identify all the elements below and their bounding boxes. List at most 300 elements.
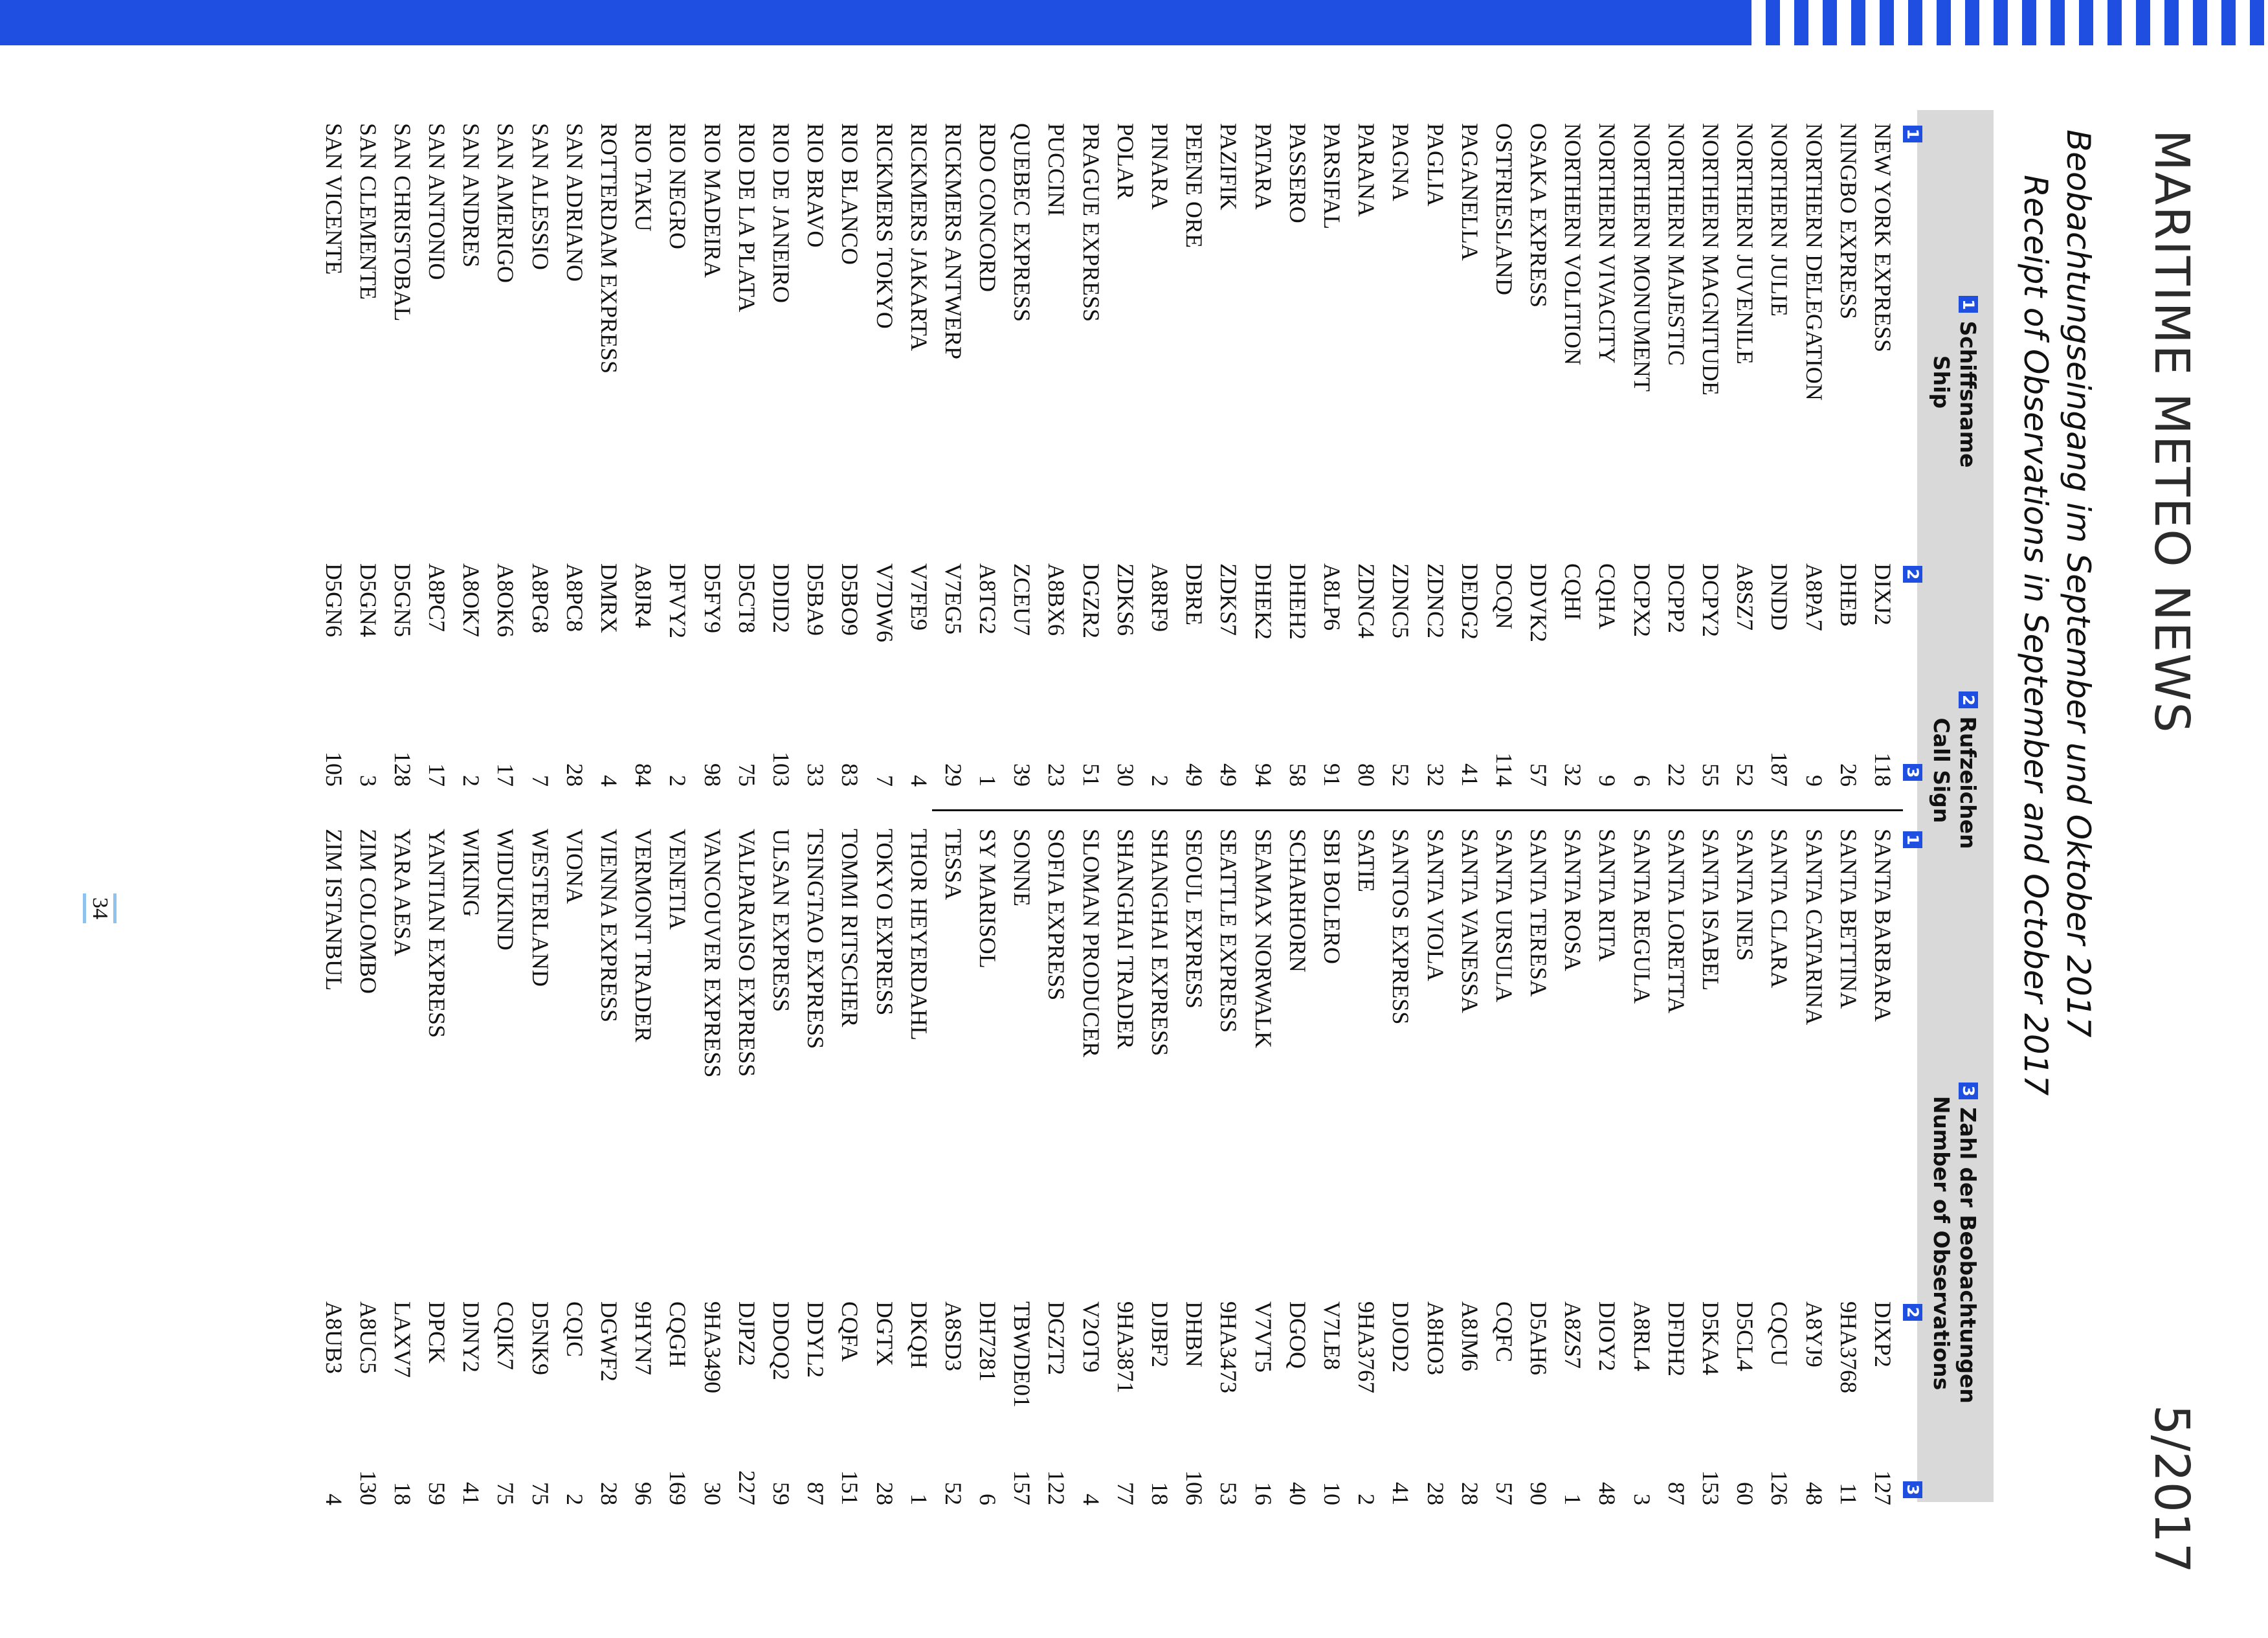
ship-column-right [316, 829, 1900, 1077]
call-sign-cell: DHEH2 [1284, 563, 1311, 640]
ship-name-cell: SANTA ROSA [1560, 829, 1586, 972]
column-number-badge: 1 [1959, 296, 1978, 313]
ship-name-cell: RIO BLANCO [837, 123, 863, 265]
ship-name-cell: RICKMERS ANTWERP [940, 123, 966, 360]
column-badge-callsign-right: 2 [1903, 1304, 1922, 1321]
call-sign-cell: A8TG2 [975, 563, 1001, 634]
observation-count-cell: 22 [1663, 763, 1689, 787]
ship-name-cell: PAGLIA [1422, 123, 1449, 207]
observations-column-left [316, 712, 1900, 787]
ship-name-cell: SANTA URSULA [1491, 829, 1517, 1003]
observation-count-cell: 32 [1560, 763, 1586, 787]
observation-count-cell: 151 [837, 1470, 863, 1505]
call-sign-cell: V2OT9 [1078, 1301, 1104, 1373]
ship-name-cell: VIONA [561, 829, 588, 904]
ship-name-cell: PASSERO [1284, 123, 1311, 223]
column-header-ship [1921, 175, 1988, 589]
ship-name-cell: NEW YORK EXPRESS [1870, 123, 1896, 353]
call-sign-cell: DCPX2 [1629, 563, 1655, 638]
observation-count-cell: 60 [1732, 1482, 1759, 1505]
ship-name-cell: RIO MADEIRA [699, 123, 726, 278]
observation-count-cell: 128 [389, 752, 416, 787]
column-header-ship-en: Ship [1929, 355, 1954, 409]
call-sign-cell: DFVY2 [665, 563, 691, 639]
observation-count-cell: 96 [630, 1482, 657, 1505]
call-sign-cell: A8OK7 [458, 563, 485, 637]
observation-count-cell: 23 [1043, 763, 1070, 787]
observation-count-cell: 169 [665, 1470, 691, 1505]
ship-name-cell: SAN ANDRES [458, 123, 485, 268]
observations-column-right [316, 1431, 1900, 1505]
ship-name-cell: SANTA INES [1732, 829, 1759, 961]
call-sign-cell: DJBF2 [1147, 1301, 1173, 1368]
column-divider [932, 809, 1903, 811]
observation-count-cell: 28 [871, 1482, 898, 1505]
call-sign-cell: CQIK7 [493, 1301, 519, 1370]
call-sign-cell: A8YJ9 [1801, 1301, 1827, 1368]
call-sign-cell: DJNY2 [458, 1301, 485, 1373]
call-sign-cell: DHEB [1835, 563, 1862, 627]
observation-count-cell: 16 [1250, 1482, 1276, 1505]
observation-count-cell: 4 [906, 775, 932, 787]
call-sign-cell: A8HO3 [1422, 1301, 1449, 1375]
call-sign-cell: D5CT8 [733, 563, 760, 633]
call-sign-cell: CQGH [665, 1301, 691, 1368]
column-header-callsign-en: Call Sign [1929, 717, 1954, 824]
ship-name-cell: SANTA RITA [1594, 829, 1621, 962]
call-sign-cell: D5AH6 [1526, 1301, 1552, 1375]
observation-count-cell: 28 [1422, 1482, 1449, 1505]
ship-name-cell: SAN CHRISTOBAL [389, 123, 416, 322]
ship-name-cell: OSAKA EXPRESS [1526, 123, 1552, 308]
ship-name-cell: SAN AMERIGO [493, 123, 519, 284]
observation-count-cell: 98 [699, 763, 726, 787]
call-sign-cell: V7FE9 [906, 563, 932, 631]
ship-name-cell: SANTA VANESSA [1456, 829, 1483, 1013]
observation-count-cell: 157 [1009, 1470, 1036, 1505]
call-sign-cell: A8BX6 [1043, 563, 1070, 636]
rotated-page [71, 110, 2207, 1599]
observation-count-cell: 28 [561, 763, 588, 787]
observation-count-cell: 17 [493, 763, 519, 787]
observation-count-cell: 77 [1112, 1482, 1139, 1505]
call-sign-cell: DHEK2 [1250, 563, 1276, 640]
ship-name-cell: SANTOS EXPRESS [1388, 829, 1414, 1025]
call-sign-cell: DGTX [871, 1301, 898, 1366]
observation-count-cell: 122 [1043, 1470, 1070, 1505]
ship-name-cell: VANCOUVER EXPRESS [699, 829, 726, 1078]
call-sign-cell: D5BA9 [803, 563, 829, 636]
observation-count-cell: 26 [1835, 763, 1862, 787]
observation-count-cell: 2 [458, 775, 485, 787]
observation-count-cell: 49 [1181, 763, 1208, 787]
call-sign-cell: V7DW6 [871, 563, 898, 642]
observation-count-cell: 17 [424, 763, 450, 787]
column-header-callsign-de: Rufzeichen [1955, 716, 1981, 849]
call-sign-cell: D5KA4 [1698, 1301, 1724, 1375]
ship-name-cell: SCHARHORN [1284, 829, 1311, 973]
observation-count-cell: 40 [1284, 1482, 1311, 1505]
column-badge-ship-left: 1 [1903, 126, 1922, 142]
ship-name-cell: NORTHERN JUVENILE [1732, 123, 1759, 365]
ship-name-cell: NORTHERN MAGNITUDE [1698, 123, 1724, 396]
subtitle-german: Beobachtungseingang im September und Oktober 2017 [2060, 129, 2097, 1038]
observation-count-cell: 28 [1456, 1482, 1483, 1505]
call-sign-cell: A8OK6 [493, 563, 519, 637]
observation-count-cell: 30 [699, 1482, 726, 1505]
ship-name-cell: SBI BOLERO [1319, 829, 1345, 965]
call-sign-cell: CQFC [1491, 1301, 1517, 1363]
call-sign-cell: 9HA3768 [1835, 1301, 1862, 1393]
observation-count-cell: 28 [596, 1482, 623, 1505]
observation-count-cell: 6 [1629, 775, 1655, 787]
observation-count-cell: 52 [1732, 763, 1759, 787]
callsign-column-right [316, 1301, 1900, 1408]
ship-name-cell: VENETIA [665, 829, 691, 930]
ship-name-cell: RIO TAKU [630, 123, 657, 232]
call-sign-cell: DGWF2 [596, 1301, 623, 1382]
call-sign-cell: A8ZS7 [1560, 1301, 1586, 1369]
observation-count-cell: 187 [1766, 752, 1793, 787]
call-sign-cell: ZDKS6 [1112, 563, 1139, 636]
observation-count-cell: 41 [458, 1482, 485, 1505]
ship-name-cell: SANTA CLARA [1766, 829, 1793, 989]
ship-name-cell: RIO DE JANEIRO [768, 123, 794, 303]
observation-count-cell: 106 [1181, 1470, 1208, 1505]
ship-name-cell: SLOMAN PRODUCER [1078, 829, 1104, 1058]
ship-name-cell: PAZIFIK [1216, 123, 1242, 210]
ship-name-cell: RIO DE LA PLATA [733, 123, 760, 313]
call-sign-cell: DCPY2 [1698, 563, 1724, 638]
call-sign-cell: A8PC8 [561, 563, 588, 633]
call-sign-cell: D5GN4 [355, 563, 381, 637]
call-sign-cell: A8PG8 [527, 563, 553, 634]
call-sign-cell: ZDKS7 [1216, 563, 1242, 636]
observation-count-cell: 57 [1491, 1482, 1517, 1505]
observation-count-cell: 39 [1009, 763, 1036, 787]
call-sign-cell: A8JM6 [1456, 1301, 1483, 1372]
observation-count-cell: 52 [1388, 763, 1414, 787]
call-sign-cell: DNDD [1766, 563, 1793, 631]
ship-name-cell: PAGANELLA [1456, 123, 1483, 261]
call-sign-cell: DIXP2 [1870, 1301, 1896, 1368]
call-sign-cell: ZDNC5 [1388, 563, 1414, 638]
call-sign-cell: DCQN [1491, 563, 1517, 630]
observation-count-cell: 41 [1388, 1482, 1414, 1505]
call-sign-cell: ZCEU7 [1009, 563, 1036, 636]
call-sign-cell: DGZR2 [1078, 563, 1104, 638]
column-number-badge: 2 [1959, 691, 1978, 708]
call-sign-cell: LAXV7 [389, 1301, 416, 1378]
column-badge-obs-right: 3 [1903, 1481, 1922, 1498]
observation-count-cell: 51 [1078, 763, 1104, 787]
call-sign-cell: D5GN5 [389, 563, 416, 637]
observation-count-cell: 2 [1147, 775, 1173, 787]
call-sign-cell: DMRX [596, 563, 623, 634]
column-number-badge: 3 [1959, 1083, 1978, 1099]
observation-count-cell: 48 [1801, 1482, 1827, 1505]
call-sign-cell: DJPZ2 [733, 1301, 760, 1367]
ship-name-cell: RICKMERS JAKARTA [906, 123, 932, 352]
observation-count-cell: 4 [320, 1494, 347, 1505]
call-sign-cell: DGOQ [1284, 1301, 1311, 1369]
observation-count-cell: 58 [1284, 763, 1311, 787]
ship-name-cell: NORTHERN MONUMENT [1629, 123, 1655, 392]
ship-name-cell: YARA AESA [389, 829, 416, 957]
observation-count-cell: 59 [424, 1482, 450, 1505]
call-sign-cell: DPCK [424, 1301, 450, 1364]
call-sign-cell: A8SZ7 [1732, 563, 1759, 631]
ship-name-cell: NORTHERN DELEGATION [1801, 123, 1827, 401]
observation-count-cell: 3 [1629, 1494, 1655, 1505]
observation-count-cell: 103 [768, 752, 794, 787]
ship-name-cell: PARANA [1353, 123, 1380, 217]
ship-name-cell: SEAMAX NORWALK [1250, 829, 1276, 1049]
ship-name-cell: SANTA BARBARA [1870, 829, 1896, 1022]
ship-name-cell: PUCCINI [1043, 123, 1070, 217]
ship-name-cell: VALPARAISO EXPRESS [733, 829, 760, 1077]
column-header-observations-de: Zahl der Beobachtungen [1955, 1107, 1981, 1404]
call-sign-cell: DEDG2 [1456, 563, 1483, 640]
ship-name-cell: SOFIA EXPRESS [1043, 829, 1070, 1001]
observation-count-cell: 87 [803, 1482, 829, 1505]
call-sign-cell: V7VT5 [1250, 1301, 1276, 1373]
call-sign-cell: 9HA3473 [1216, 1301, 1242, 1393]
call-sign-cell: A8UC5 [355, 1301, 381, 1374]
observation-count-cell: 48 [1594, 1482, 1621, 1505]
observation-count-cell: 4 [1078, 1494, 1104, 1505]
observation-count-cell: 105 [320, 752, 347, 787]
call-sign-cell: D5BO9 [837, 563, 863, 636]
observation-count-cell: 41 [1456, 763, 1483, 787]
call-sign-cell: A8RL4 [1629, 1301, 1655, 1371]
observation-count-cell: 18 [1147, 1482, 1173, 1505]
ship-name-cell: VERMONT TRADER [630, 829, 657, 1042]
observation-count-cell: 10 [1319, 1482, 1345, 1505]
ship-name-cell: WIDUKIND [493, 829, 519, 950]
call-sign-cell: DIOY2 [1594, 1301, 1621, 1371]
observation-count-cell: 49 [1216, 763, 1242, 787]
column-header-observations-en: Number of Observations [1929, 1095, 1954, 1391]
call-sign-cell: A8UB3 [320, 1301, 347, 1374]
ship-name-cell: SANTA ISABEL [1698, 829, 1724, 991]
call-sign-cell: DGZT2 [1043, 1301, 1070, 1375]
call-sign-cell: 9HYN7 [630, 1301, 657, 1375]
ship-name-cell: SANTA CATARINA [1801, 829, 1827, 1026]
call-sign-cell: CQFA [837, 1301, 863, 1362]
ship-name-cell: PEENE ORE [1181, 123, 1208, 248]
call-sign-cell: A8PC7 [424, 563, 450, 633]
observation-count-cell: 2 [1353, 1494, 1380, 1505]
ship-name-cell: ZIM ISTANBUL [320, 829, 347, 991]
observation-count-cell: 4 [596, 775, 623, 787]
ship-name-cell: SHANGHAI TRADER [1112, 829, 1139, 1049]
ship-column-left [316, 123, 1900, 401]
ship-name-cell: TSINGTAO EXPRESS [803, 829, 829, 1049]
call-sign-cell: DDID2 [768, 563, 794, 633]
ship-name-cell: SAN VICENTE [320, 123, 347, 275]
ship-name-cell: RICKMERS TOKYO [871, 123, 898, 329]
ship-name-cell: SAN ADRIANO [561, 123, 588, 282]
ship-name-cell: NINGBO EXPRESS [1835, 123, 1862, 320]
observation-count-cell: 11 [1835, 1483, 1862, 1505]
observation-count-cell: 59 [768, 1482, 794, 1505]
ship-name-cell: SAN ALESSIO [527, 123, 553, 271]
ship-name-cell: PAGNA [1388, 123, 1414, 201]
observation-count-cell: 52 [940, 1482, 966, 1505]
observation-count-cell: 6 [975, 1494, 1001, 1505]
observation-count-cell: 118 [1870, 752, 1896, 787]
ship-name-cell: PRAGUE EXPRESS [1078, 123, 1104, 322]
subtitle-english: Receipt of Observations in September and October 2017 [2017, 175, 2054, 1096]
ship-name-cell: NORTHERN VIVACITY [1594, 123, 1621, 364]
observation-count-cell: 1 [1560, 1494, 1586, 1505]
ship-name-cell: SANTA VIOLA [1422, 829, 1449, 982]
observation-count-cell: 3 [355, 775, 381, 787]
ship-name-cell: YANTIAN EXPRESS [424, 829, 450, 1038]
observation-count-cell: 130 [355, 1470, 381, 1505]
ship-name-cell: PATARA [1250, 123, 1276, 210]
ship-name-cell: RIO BRAVO [803, 123, 829, 248]
observation-count-cell: 53 [1216, 1482, 1242, 1505]
observation-count-cell: 94 [1250, 763, 1276, 787]
call-sign-cell: CQIC [561, 1301, 588, 1358]
observation-count-cell: 32 [1422, 763, 1449, 787]
ship-name-cell: VIENNA EXPRESS [596, 829, 623, 1023]
call-sign-cell: D5CL4 [1732, 1301, 1759, 1371]
ship-name-cell: TESSA [940, 829, 966, 901]
ship-name-cell: THOR HEYERDAHL [906, 829, 932, 1040]
ship-name-cell: RIO NEGRO [665, 123, 691, 249]
call-sign-cell: DFDH2 [1663, 1301, 1689, 1377]
call-sign-cell: CQHA [1594, 563, 1621, 630]
issue-number: 5/2017 [2144, 1404, 2199, 1573]
observation-count-cell: 114 [1491, 752, 1517, 787]
ship-name-cell: NORTHERN VOLITION [1560, 123, 1586, 366]
ship-name-cell: SY MARISOL [975, 829, 1001, 969]
call-sign-cell: A8RF9 [1147, 563, 1173, 633]
observation-count-cell: 7 [871, 775, 898, 787]
observation-count-cell: 1 [975, 775, 1001, 787]
observation-count-cell: 75 [527, 1482, 553, 1505]
observation-count-cell: 83 [837, 763, 863, 787]
observation-count-cell: 7 [527, 775, 553, 787]
observation-count-cell: 2 [665, 775, 691, 787]
observation-count-cell: 30 [1112, 763, 1139, 787]
call-sign-cell: A8JR4 [630, 563, 657, 629]
ship-name-cell: SANTA REGULA [1629, 829, 1655, 1004]
column-badge-callsign-left: 2 [1903, 566, 1922, 583]
call-sign-cell: DH7281 [975, 1301, 1001, 1382]
call-sign-cell: DCPP2 [1663, 563, 1689, 634]
observation-count-cell: 153 [1698, 1470, 1724, 1505]
call-sign-cell: D5NK9 [527, 1301, 553, 1375]
ship-name-cell: NORTHERN MAJESTIC [1663, 123, 1689, 366]
ship-name-cell: PARSIFAL [1319, 123, 1345, 230]
observation-count-cell: 126 [1766, 1470, 1793, 1505]
call-sign-cell: A8LP6 [1319, 563, 1345, 631]
ship-name-cell: TOKYO EXPRESS [871, 829, 898, 1016]
magazine-title: MARITIME METEO NEWS [2144, 129, 2199, 734]
call-sign-cell: DKQH [906, 1301, 932, 1369]
ship-name-cell: POLAR [1112, 123, 1139, 200]
observation-count-cell: 18 [389, 1482, 416, 1505]
ship-name-cell: RDO CONCORD [975, 123, 1001, 293]
observation-count-cell: 75 [733, 763, 760, 787]
column-header-callsign [1921, 563, 1988, 978]
column-badge-ship-right: 1 [1903, 831, 1922, 848]
ship-name-cell: SEATTLE EXPRESS [1216, 829, 1242, 1033]
column-badges-row [1900, 110, 1922, 1534]
call-sign-cell: DHBN [1181, 1301, 1208, 1368]
observation-count-cell: 33 [803, 763, 829, 787]
ship-name-cell: ROTTERDAM EXPRESS [596, 123, 623, 374]
ship-name-cell: ZIM COLOMBO [355, 829, 381, 994]
call-sign-cell: A8PA7 [1801, 563, 1827, 631]
call-sign-cell: 9HA3871 [1112, 1301, 1139, 1393]
call-sign-cell: DDVK2 [1526, 563, 1552, 642]
call-sign-cell: 9HA3767 [1353, 1301, 1380, 1393]
call-sign-cell: DDOQ2 [768, 1301, 794, 1380]
call-sign-cell: DJOD2 [1388, 1301, 1414, 1373]
observation-count-cell: 80 [1353, 763, 1380, 787]
ship-name-cell: SEOUL EXPRESS [1181, 829, 1208, 1009]
call-sign-cell: ZDNC4 [1353, 563, 1380, 638]
page-number: 34 [83, 893, 117, 923]
column-badge-obs-left: 3 [1903, 764, 1922, 781]
observation-count-cell: 127 [1870, 1470, 1896, 1505]
ship-name-cell: SANTA LORETTA [1663, 829, 1689, 1014]
ship-name-cell: TOMMI RITSCHER [837, 829, 863, 1027]
call-sign-cell: DIXJ2 [1870, 563, 1896, 625]
observation-count-cell: 1 [906, 1494, 932, 1505]
call-sign-cell: ZDNC2 [1422, 563, 1449, 638]
ship-name-cell: PINARA [1147, 123, 1173, 210]
ship-name-cell: SHANGHAI EXPRESS [1147, 829, 1173, 1057]
observation-count-cell: 9 [1801, 775, 1827, 787]
observation-count-cell: 29 [940, 763, 966, 787]
ship-name-cell: SAN CLEMENTE [355, 123, 381, 300]
ship-name-cell: NORTHERN JULIE [1766, 123, 1793, 317]
observation-count-cell: 57 [1526, 763, 1552, 787]
ship-name-cell: SAN ANTONIO [424, 123, 450, 280]
observation-count-cell: 90 [1526, 1482, 1552, 1505]
ship-name-cell: SATIE [1353, 829, 1380, 892]
call-sign-cell: D5GN6 [320, 563, 347, 637]
ship-name-cell: SANTA TERESA [1526, 829, 1552, 997]
call-sign-cell: TBWDE01 [1009, 1301, 1036, 1408]
ship-name-cell: QUEBEC EXPRESS [1009, 123, 1036, 322]
observation-count-cell: 87 [1663, 1482, 1689, 1505]
ship-name-cell: WESTERLAND [527, 829, 553, 987]
ship-name-cell: WIKING [458, 829, 485, 917]
column-header-ship-de: Schiffsname [1955, 320, 1981, 468]
ship-name-cell: OSTFRIESLAND [1491, 123, 1517, 296]
call-sign-cell: DBRE [1181, 563, 1208, 626]
call-sign-cell: V7LE8 [1319, 1301, 1345, 1370]
ship-name-cell: SANTA BETTINA [1835, 829, 1862, 1009]
observation-count-cell: 84 [630, 763, 657, 787]
observation-count-cell: 2 [561, 1494, 588, 1505]
ship-name-cell: SONNE [1009, 829, 1036, 907]
callsign-column-left [316, 563, 1900, 642]
observation-count-cell: 55 [1698, 763, 1724, 787]
call-sign-cell: 9HA3490 [699, 1301, 726, 1393]
decorative-stripe-bar [0, 0, 2268, 45]
call-sign-cell: A8SD3 [940, 1301, 966, 1372]
call-sign-cell: D5FY9 [699, 563, 726, 634]
ship-name-cell: ULSAN EXPRESS [768, 829, 794, 1013]
